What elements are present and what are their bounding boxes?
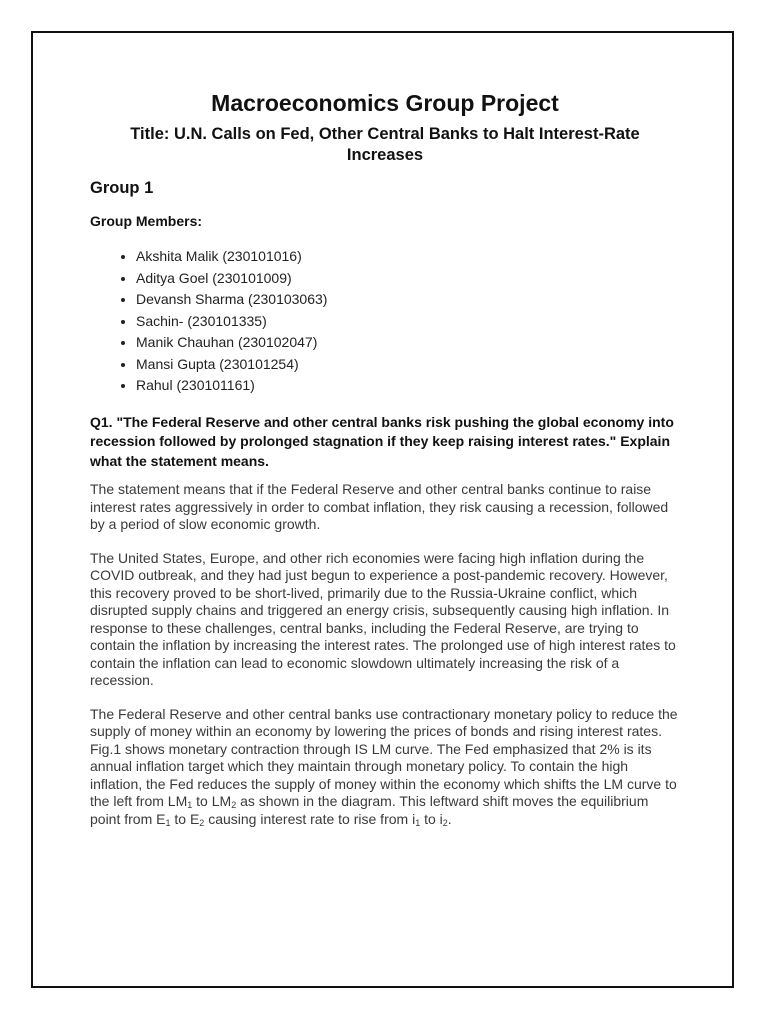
member-item: • Akshita Malik (230101016) xyxy=(136,246,680,268)
members-list xyxy=(90,246,680,397)
member-item: • Aditya Goel (230101009) xyxy=(136,268,680,290)
document-subtitle: Title: U.N. Calls on Fed, Other Central Banks to Halt Interest-Rate Increases xyxy=(130,124,640,165)
paragraph-3-text: to E xyxy=(170,810,200,827)
document-body xyxy=(90,90,680,844)
member-item: • Rahul (230101161) xyxy=(136,375,680,397)
member-item: • Devansh Sharma (230103063) xyxy=(136,289,680,311)
member-item: • Manik Chauhan (230102047) xyxy=(136,332,680,354)
paragraph-3-text: to LM xyxy=(192,793,232,810)
subscript: 1 xyxy=(165,817,171,828)
subscript: 1 xyxy=(187,800,193,811)
answer-paragraph-1: The statement means that if the Federal Reserve and other central banks continue to raise interest rates aggressively in order to combat inflation, they risk causing a recession, followed by a period of slow economic growth. xyxy=(90,481,669,533)
member-item: • Sachin- (230101335) xyxy=(136,311,680,333)
paragraph-3-text: causing interest rate to rise from i xyxy=(204,810,416,827)
answer-paragraph-3 xyxy=(90,706,680,829)
paragraph-3-text: . xyxy=(447,810,452,827)
paragraph-3-text: as shown in the diagram. This leftward shift moves the equilibrium point from E xyxy=(90,793,649,827)
subscript: 1 xyxy=(415,817,421,828)
member-item: • Mansi Gupta (230101254) xyxy=(136,354,680,376)
answer-paragraph-2: The United States, Europe, and other rich economies were facing high inflation during the COVID outbreak, and they had just begun to experience a post-pandemic recovery. However, this recovery proved to be short-lived, primarily due to the Russia-Ukraine conflict, which disrupted supply chains and triggered an energy crisis, subsequently causing high inflation. In response to these challenges, central banks, including the Federal Reserve, are trying to contain the inflation by increasing the interest rates. The prolonged use of high interest rates to contain the inflation can lead to economic slowdown ultimately increasing the risk of a recession. xyxy=(90,549,676,689)
subscript: 2 xyxy=(231,800,237,811)
paragraph-3-text: to i xyxy=(420,810,443,827)
document-title: Macroeconomics Group Project xyxy=(211,90,559,116)
members-label: Group Members: xyxy=(90,212,203,229)
group-heading: Group 1 xyxy=(90,179,154,198)
paragraph-3-text: The Federal Reserve and other central banks use contractionary monetary policy to reduce the supply of money within an economy by lowering the prices of bonds and rising interest rates. Fig.1 shows monetary contraction through IS LM curve. The Fed emphasized that 2% is its annual inflation target which they maintain through monetary policy. To contain the high inflation, the Fed reduces the supply of money within the economy which shifts the LM curve to the left from LM xyxy=(90,705,678,810)
subscript: 2 xyxy=(442,817,448,828)
subscript: 2 xyxy=(199,817,205,828)
question-q1: Q1. "The Federal Reserve and other central banks risk pushing the global economy into recession followed by prolonged stagnation if they keep raising interest rates." Explain what the statement means. xyxy=(90,413,674,469)
